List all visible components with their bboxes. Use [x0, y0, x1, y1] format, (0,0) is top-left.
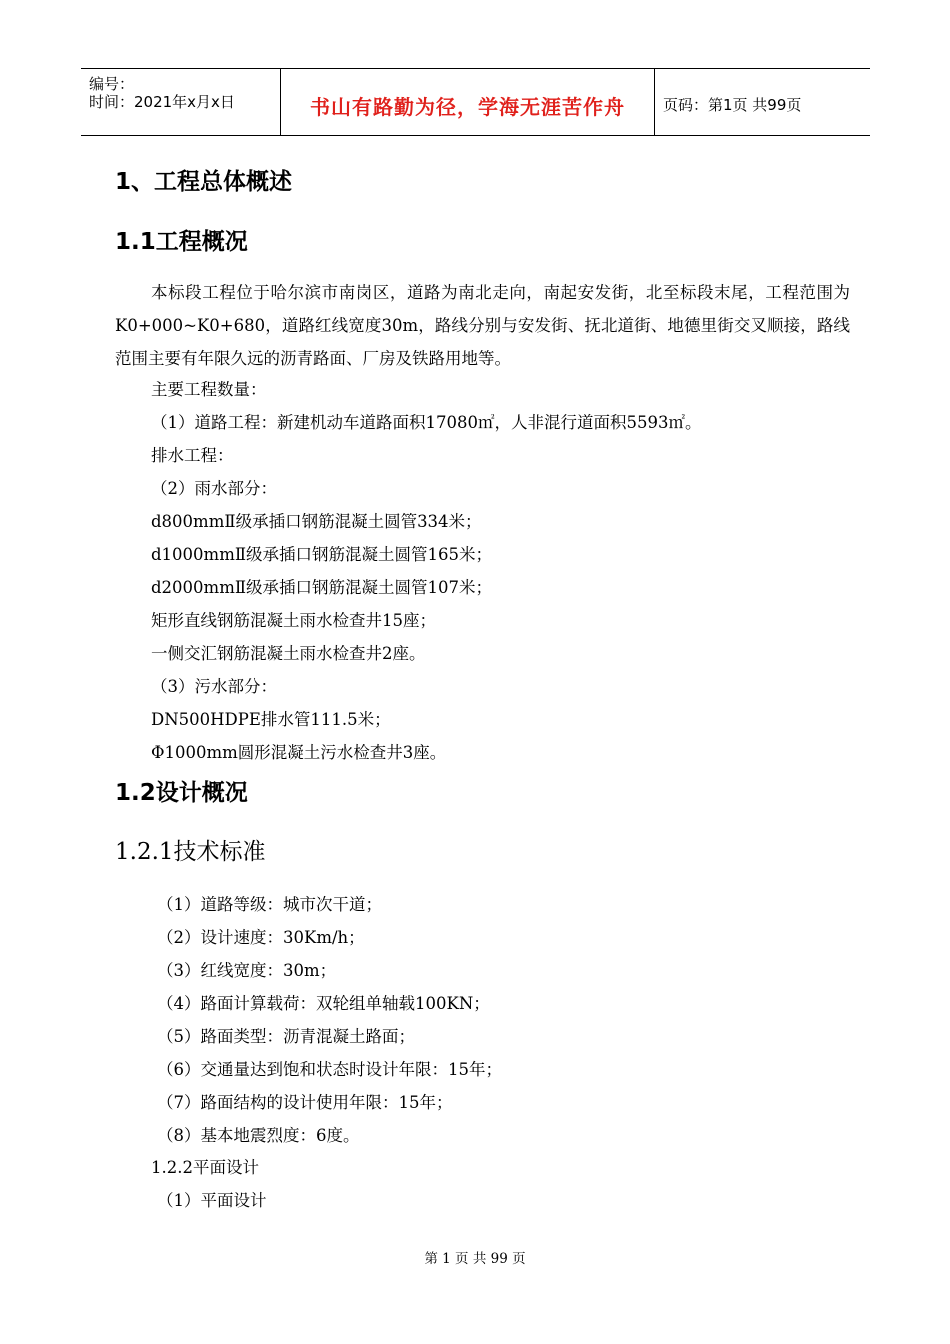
subsection-title-design: 1.2设计概况: [115, 780, 248, 806]
subsubsection-title-tech: 1.2.1技术标准: [115, 839, 266, 865]
plane-design-line: （1）平面设计: [157, 1191, 267, 1210]
text-line: 排水工程：: [151, 446, 234, 465]
tech-line: （6）交通量达到饱和状态时设计年限：15年；: [157, 1060, 502, 1079]
text-line: d800mmⅡ级承插口钢筋混凝土圆管334米；: [151, 512, 482, 531]
text-line: d2000mmⅡ级承插口钢筋混凝土圆管107米；: [151, 578, 493, 597]
subsection-title-overview: 1.1工程概况: [115, 229, 248, 255]
text-line: DN500HDPE排水管111.5米；: [151, 710, 391, 729]
text-line: 矩形直线钢筋混凝土雨水检查井15座；: [151, 611, 436, 630]
tech-line: （1）道路等级：城市次干道；: [157, 895, 382, 914]
text-line: （3）污水部分：: [151, 677, 277, 696]
text-line: （2）雨水部分：: [151, 479, 277, 498]
date-label: 时间：2021年x月x日: [89, 93, 235, 111]
header-page-info: 页码：第1页 共99页: [663, 95, 802, 114]
text-line: Φ1000mm圆形混凝土污水检查井3座。: [151, 743, 447, 762]
text-line: （1）道路工程：新建机动车道路面积17080㎡，人非混行道面积5593㎡。: [151, 413, 702, 432]
tech-line: （7）路面结构的设计使用年限：15年；: [157, 1093, 453, 1112]
tech-line: （4）路面计算载荷：双轮组单轴载100KN；: [157, 994, 490, 1013]
text-line: 一侧交汇钢筋混凝土雨水检查井2座。: [151, 644, 426, 663]
overview-paragraph: 本标段工程位于哈尔滨市南岗区，道路为南北走向，南起安发街，北至标段末尾，工程范围为K0+000~K0+680，道路红线宽度30m，路线分别与安发街、抚北道街、地德里街交叉顺接，路线范围主要有年限久远的沥青路面、厂房及铁路用地等。: [115, 283, 850, 368]
text-line: d1000mmⅡ级承插口钢筋混凝土圆管165米；: [151, 545, 493, 564]
tech-line: （3）红线宽度：30m；: [157, 961, 337, 980]
text-line: 主要工程数量：: [151, 380, 267, 399]
page-header: [81, 68, 870, 136]
tech-line: （8）基本地震烈度：6度。: [157, 1126, 360, 1145]
header-meta: [81, 69, 281, 135]
page-footer: 第 1 页 共 99 页: [424, 1251, 526, 1267]
header-motto: 书山有路勤为径，学海无涯苦作舟: [281, 69, 655, 135]
plane-design-heading: 1.2.2平面设计: [151, 1158, 259, 1177]
number-label: 编号：: [89, 75, 135, 93]
tech-line: （5）路面类型：沥青混凝土路面；: [157, 1027, 415, 1046]
section-title: 1、工程总体概述: [115, 169, 293, 195]
tech-line: （2）设计速度：30Km/h；: [157, 928, 365, 947]
